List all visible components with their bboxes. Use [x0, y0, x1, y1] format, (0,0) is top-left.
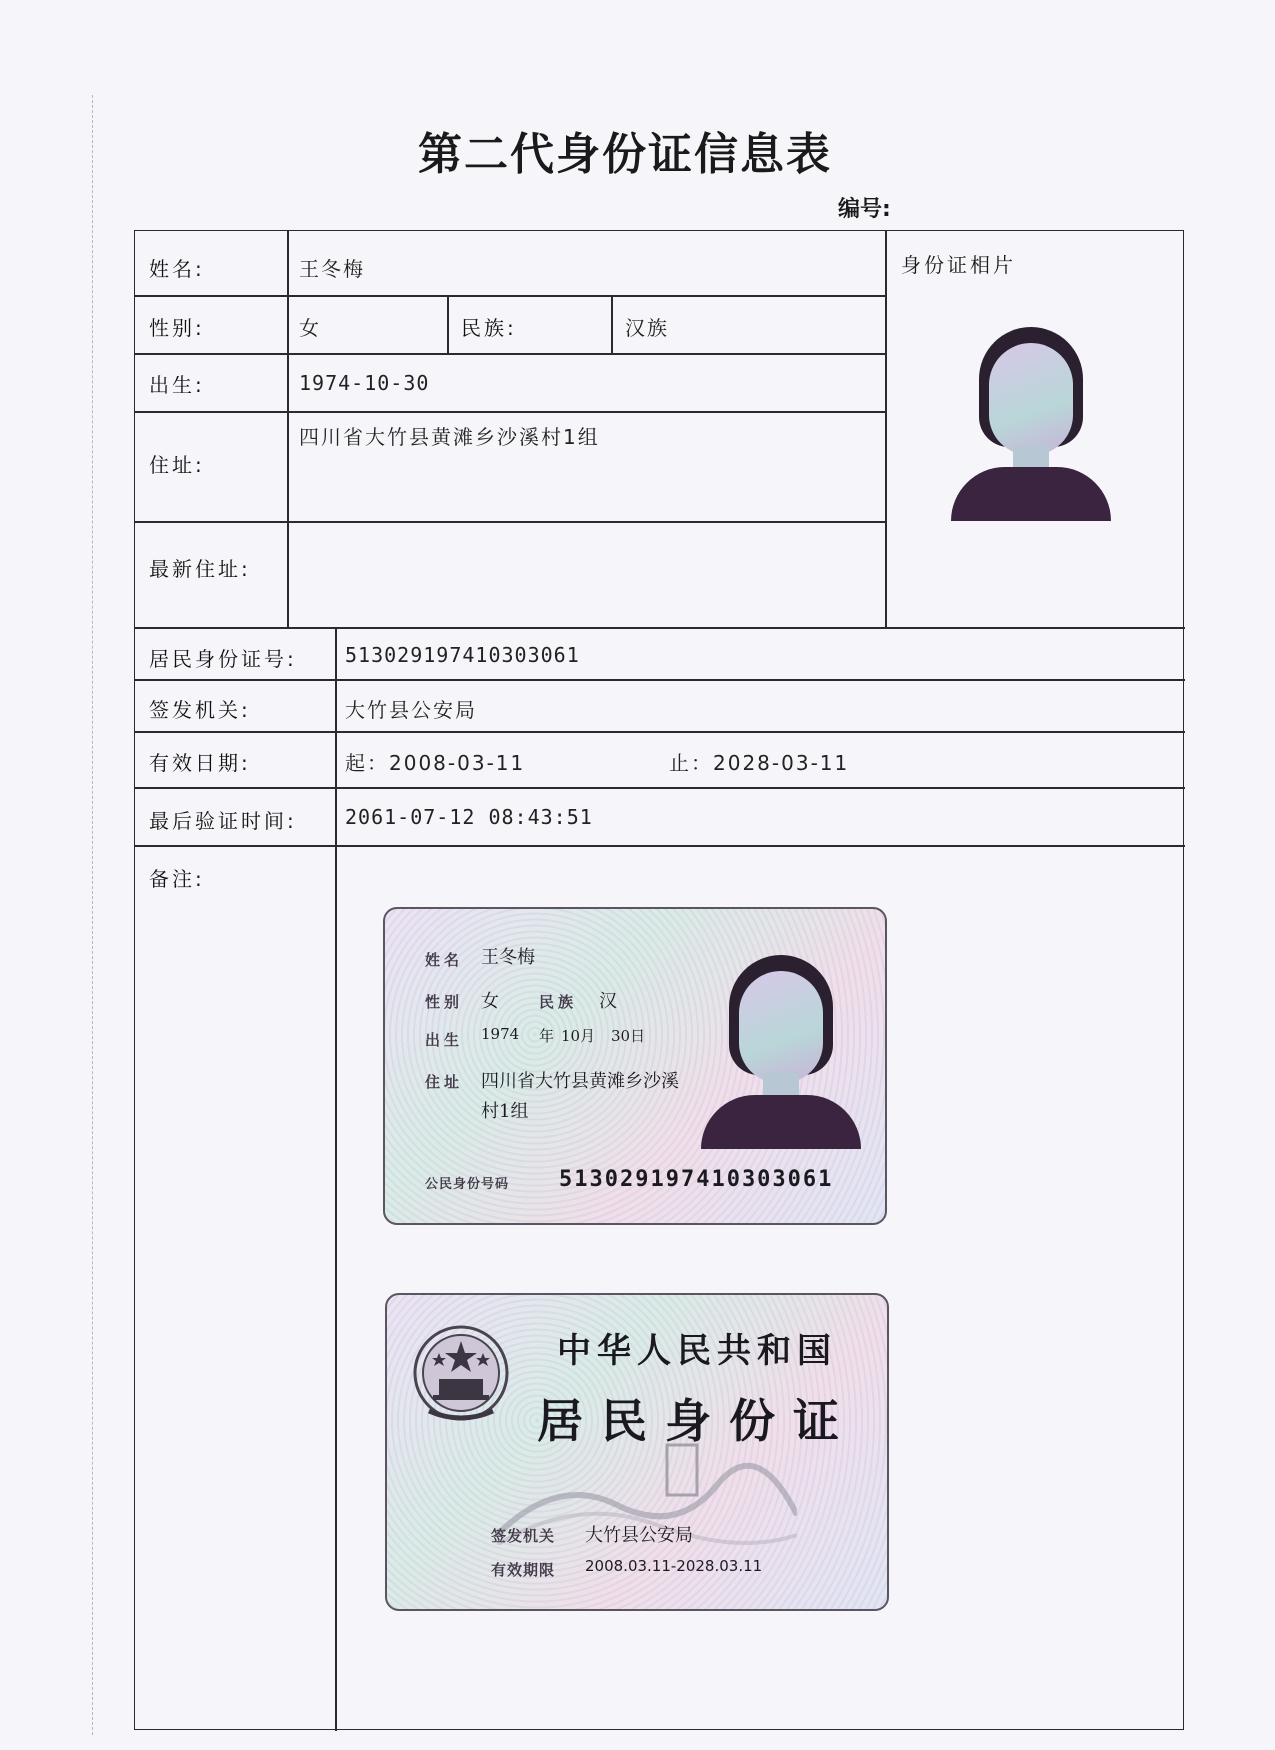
- card-validity-label: 有效期限: [491, 1561, 556, 1579]
- authority-label: 签发机关:: [149, 698, 251, 722]
- left-margin-dashed-line: [92, 95, 93, 1735]
- name-value: 王冬梅: [299, 257, 365, 281]
- validity-start: 起：2008-03-11: [345, 751, 526, 775]
- card-name-label: 姓名: [425, 951, 464, 969]
- card-country-name: 中华人民共和国: [557, 1331, 837, 1371]
- rule: [885, 231, 887, 627]
- id-card-front-image: [383, 907, 887, 1225]
- authority-value: 大竹县公安局: [345, 698, 477, 722]
- card-birth-label: 出生: [425, 1031, 464, 1049]
- validity-end: 止：2028-03-11: [669, 751, 850, 775]
- rule: [135, 845, 1185, 847]
- id-number-label: 居民身份证号:: [149, 647, 297, 671]
- birth-value: 1974-10-30: [299, 371, 430, 395]
- rule: [611, 295, 613, 353]
- serial-label: 编号:: [838, 197, 891, 222]
- rule: [135, 731, 1185, 733]
- rule: [135, 521, 885, 523]
- rule: [135, 679, 1185, 681]
- card-year-char: 年: [539, 1027, 555, 1045]
- new-address-label: 最新住址:: [149, 557, 251, 581]
- photo-label: 身份证相片: [901, 253, 1016, 277]
- id-number-value: 513029197410303061: [345, 643, 580, 667]
- last-verify-label: 最后验证时间:: [149, 809, 297, 833]
- rule: [335, 627, 337, 1731]
- gender-label: 性别:: [149, 316, 205, 340]
- card-birth-month: 10月: [561, 1027, 596, 1045]
- card-ethnicity-label: 民族: [539, 993, 578, 1011]
- card-birth-year: 1974: [481, 1025, 520, 1043]
- card-validity-value: 2008.03.11-2028.03.11: [585, 1557, 763, 1575]
- card-title: 居民身份证: [537, 1394, 857, 1448]
- page-title: 第二代身份证信息表: [418, 129, 832, 180]
- card-gender-value: 女: [481, 991, 499, 1012]
- card-address-line1: 四川省大竹县黄滩乡沙溪: [481, 1071, 679, 1092]
- rule: [447, 295, 449, 353]
- last-verify-value: 2061-07-12 08:43:51: [345, 805, 593, 829]
- rule: [135, 627, 1185, 629]
- ethnicity-value: 汉族: [625, 316, 669, 340]
- card-address-line2: 村1组: [481, 1101, 529, 1122]
- card-id-value: 513029197410303061: [559, 1167, 834, 1192]
- id-card-back-image: [385, 1293, 889, 1611]
- national-emblem-icon: [409, 1321, 513, 1431]
- rule: [287, 231, 289, 627]
- birth-label: 出生:: [149, 373, 205, 397]
- rule: [135, 787, 1185, 789]
- name-label: 姓名:: [149, 257, 205, 281]
- rule: [135, 411, 885, 413]
- portrait-photo: [951, 327, 1111, 521]
- card-portrait-photo: [701, 955, 861, 1149]
- rule: [135, 353, 885, 355]
- info-form-table: [134, 230, 1184, 1730]
- card-name-value: 王冬梅: [481, 947, 535, 968]
- card-gender-label: 性别: [425, 993, 464, 1011]
- address-label: 住址:: [149, 453, 205, 477]
- serial-number: [838, 192, 891, 223]
- gender-value: 女: [299, 316, 321, 340]
- remarks-label: 备注:: [149, 867, 205, 891]
- card-birth-day: 30日: [611, 1027, 646, 1045]
- validity-label: 有效日期:: [149, 751, 251, 775]
- address-value: 四川省大竹县黄滩乡沙溪村1组: [299, 425, 600, 449]
- card-ethnicity-value: 汉: [599, 991, 617, 1012]
- rule: [135, 295, 885, 297]
- card-id-label: 公民身份号码: [425, 1177, 510, 1192]
- ethnicity-label: 民族:: [461, 316, 517, 340]
- card-authority-value: 大竹县公安局: [585, 1525, 693, 1546]
- card-address-label: 住址: [425, 1073, 464, 1091]
- card-authority-label: 签发机关: [491, 1527, 556, 1545]
